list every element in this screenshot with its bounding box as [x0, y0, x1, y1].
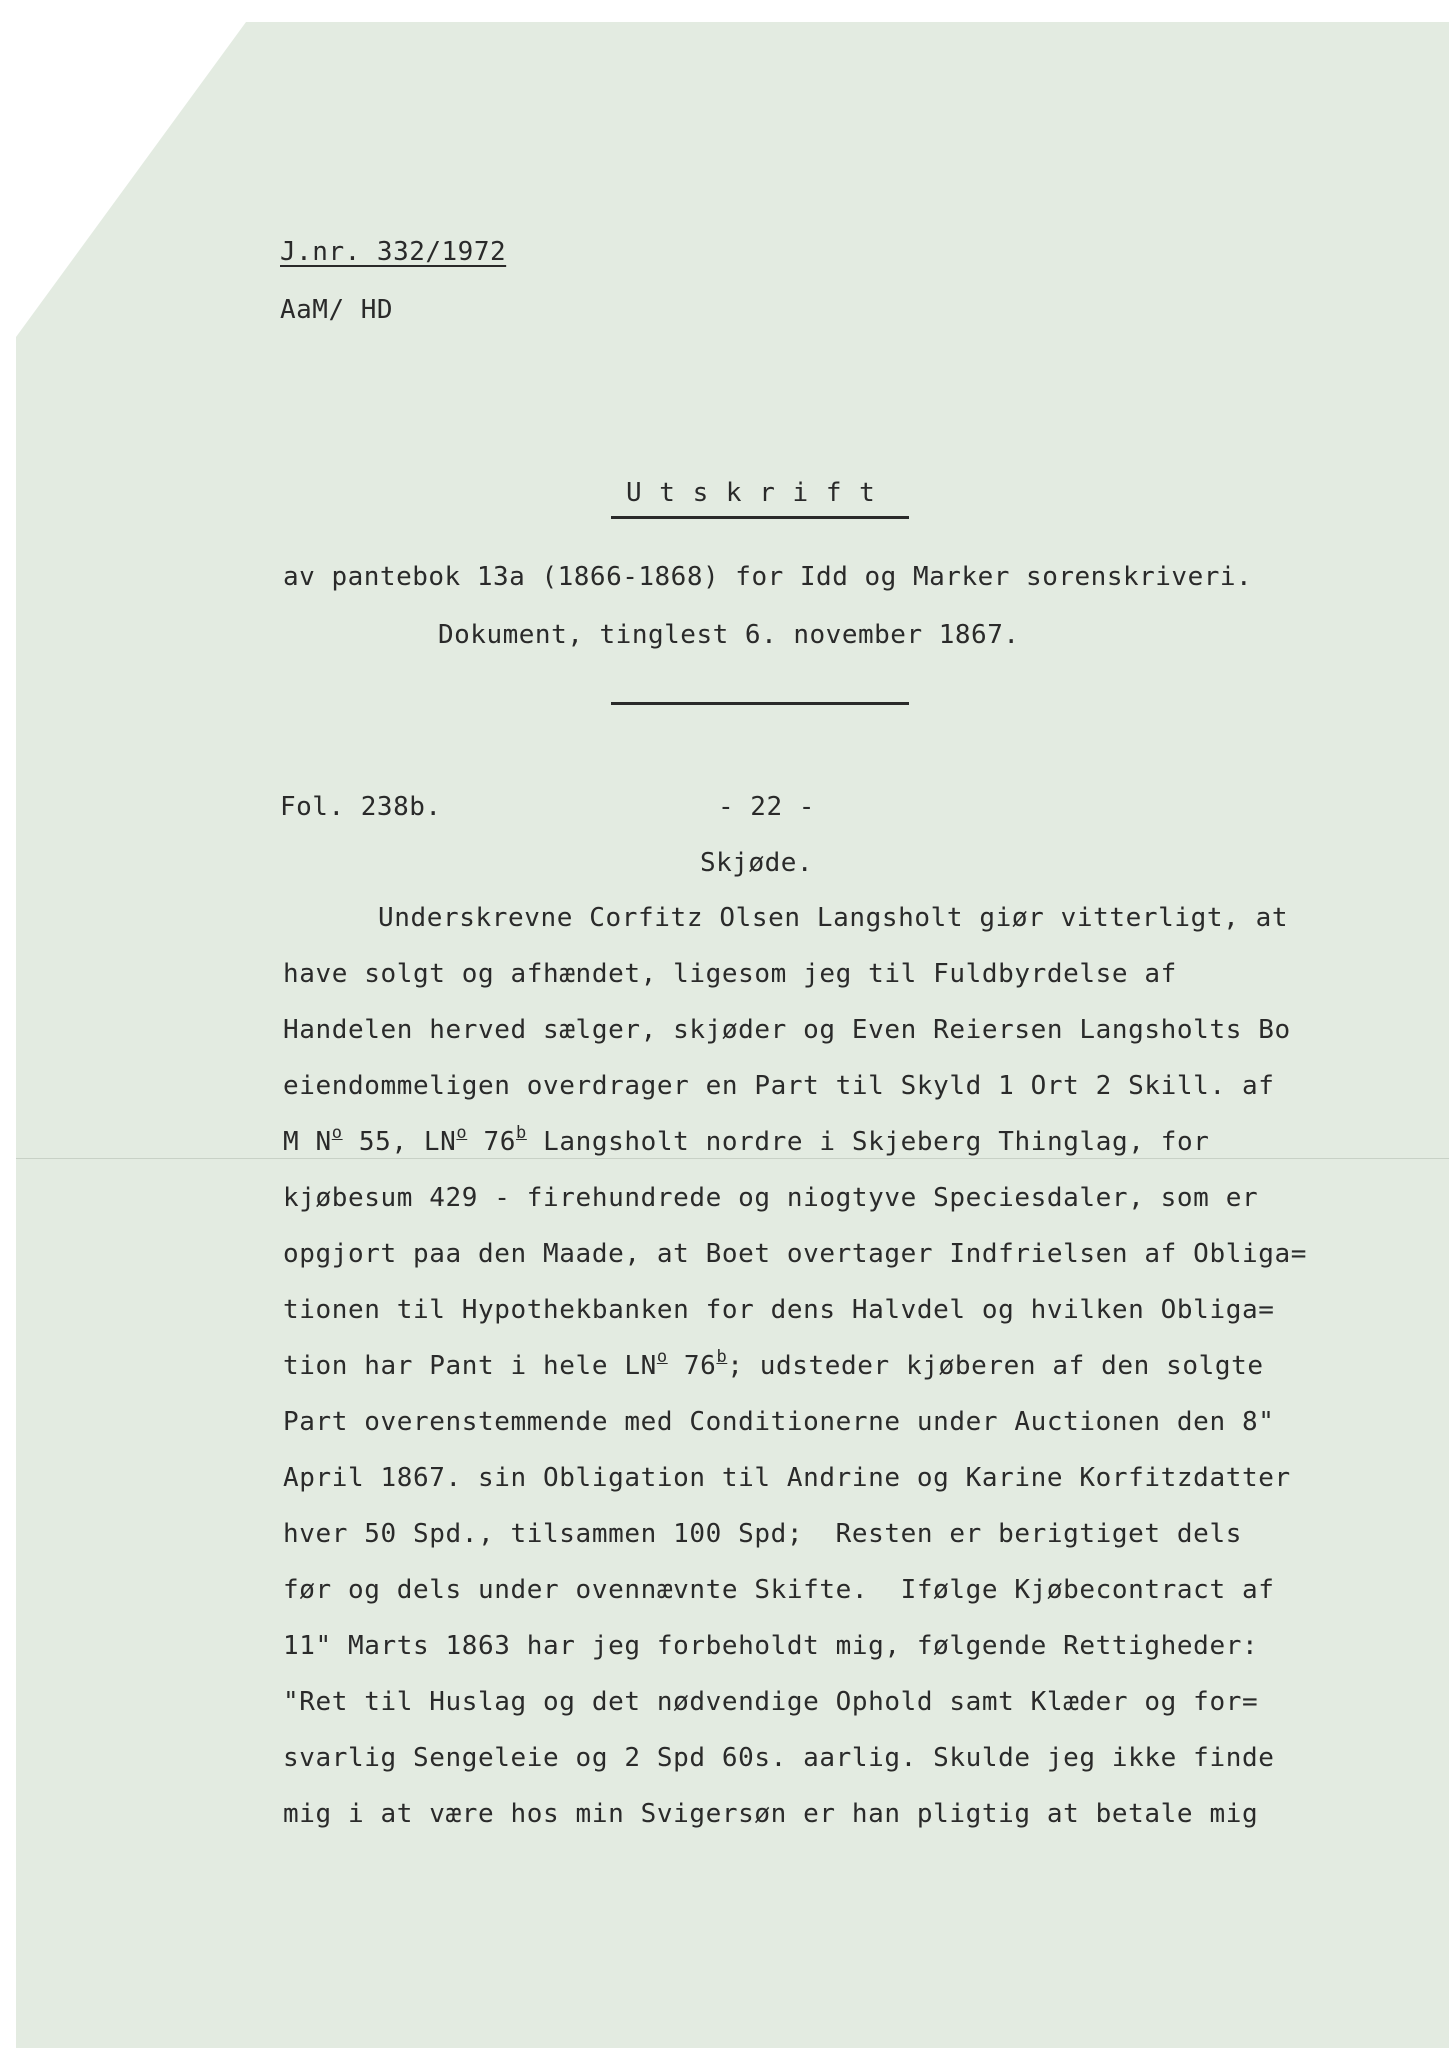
line5-text-3: 76 — [467, 1127, 516, 1157]
body-line-13: før og dels under ovennævnte Skifte. Ifølge Kjøbecontract af — [283, 1575, 1275, 1605]
line9-sup-2: b — [716, 1347, 728, 1367]
folio-label: Fol. 238b. — [280, 792, 442, 822]
line9-text-1: tion har Pant i hele LN — [283, 1351, 657, 1381]
subtitle-line-1: av pantebok 13a (1866-1868) for Idd og Marker sorenskriveri. — [283, 562, 1253, 592]
body-line-5 — [283, 1123, 1210, 1160]
document-heading: U t s k r i f t — [626, 478, 876, 508]
body-line-10: Part overenstemmende med Conditionerne under Auctionen den 8" — [283, 1407, 1275, 1437]
journal-number: J.nr. 332/1972 — [280, 237, 507, 267]
body-line-2: have solgt og afhændet, ligesom jeg til Fuldbyrdelse af — [283, 959, 1177, 989]
line9-text-2: 76 — [667, 1351, 717, 1381]
body-line-7: opgjort paa den Maade, at Boet overtager Indfrielsen af Obliga= — [283, 1239, 1307, 1269]
heading-rule — [611, 516, 909, 519]
line5-text-2: 55, LN — [342, 1127, 457, 1157]
body-line-3: Handelen herved sælger, skjøder og Even Reiersen Langsholts Bo — [283, 1015, 1291, 1045]
skjode-heading: Skjøde. — [700, 848, 814, 878]
body-line-17: mig i at være hos min Svigersøn er han pligtig at betale mig — [283, 1799, 1259, 1829]
body-line-8: tionen til Hypothekbanken for dens Halvdel og hvilken Obliga= — [283, 1295, 1275, 1325]
body-line-14: 11" Marts 1863 har jeg forbeholdt mig, følgende Rettigheder: — [283, 1631, 1259, 1661]
section-rule — [611, 702, 909, 705]
line5-sup-3: b — [516, 1123, 527, 1143]
body-line-11: April 1867. sin Obligation til Andrine og Karine Korfitzdatter — [283, 1463, 1291, 1493]
line5-text-1: M N — [283, 1127, 332, 1157]
body-line-4: eiendommeligen overdrager en Part til Skyld 1 Ort 2 Skill. af — [283, 1071, 1275, 1101]
initials: AaM/ HD — [280, 295, 394, 325]
body-line-12: hver 50 Spd., tilsammen 100 Spd; Resten er berigtiget dels — [283, 1519, 1242, 1549]
line5-text-4: Langsholt nordre i Skjeberg Thinglag, for — [526, 1127, 1210, 1157]
body-line-6: kjøbesum 429 - firehundrede og niogtyve Speciesdaler, som er — [283, 1183, 1259, 1213]
line5-sup-1: o — [331, 1123, 343, 1143]
body-line-16: svarlig Sengeleie og 2 Spd 60s. aarlig. Skulde jeg ikke finde — [283, 1743, 1275, 1773]
page-number: - 22 - — [718, 792, 815, 822]
line9-text-3: ; udsteder kjøberen af den solgte — [727, 1351, 1264, 1381]
body-line-9 — [283, 1347, 1264, 1384]
body-line-15: "Ret til Huslag og det nødvendige Ophold samt Klæder og for= — [283, 1687, 1259, 1717]
line5-sup-2: o — [456, 1123, 468, 1143]
subtitle-line-2: Dokument, tinglest 6. november 1867. — [438, 620, 1020, 650]
body-line-1: Underskrevne Corfitz Olsen Langsholt giør vitterligt, at — [378, 903, 1289, 933]
line9-sup-1: o — [656, 1347, 668, 1367]
